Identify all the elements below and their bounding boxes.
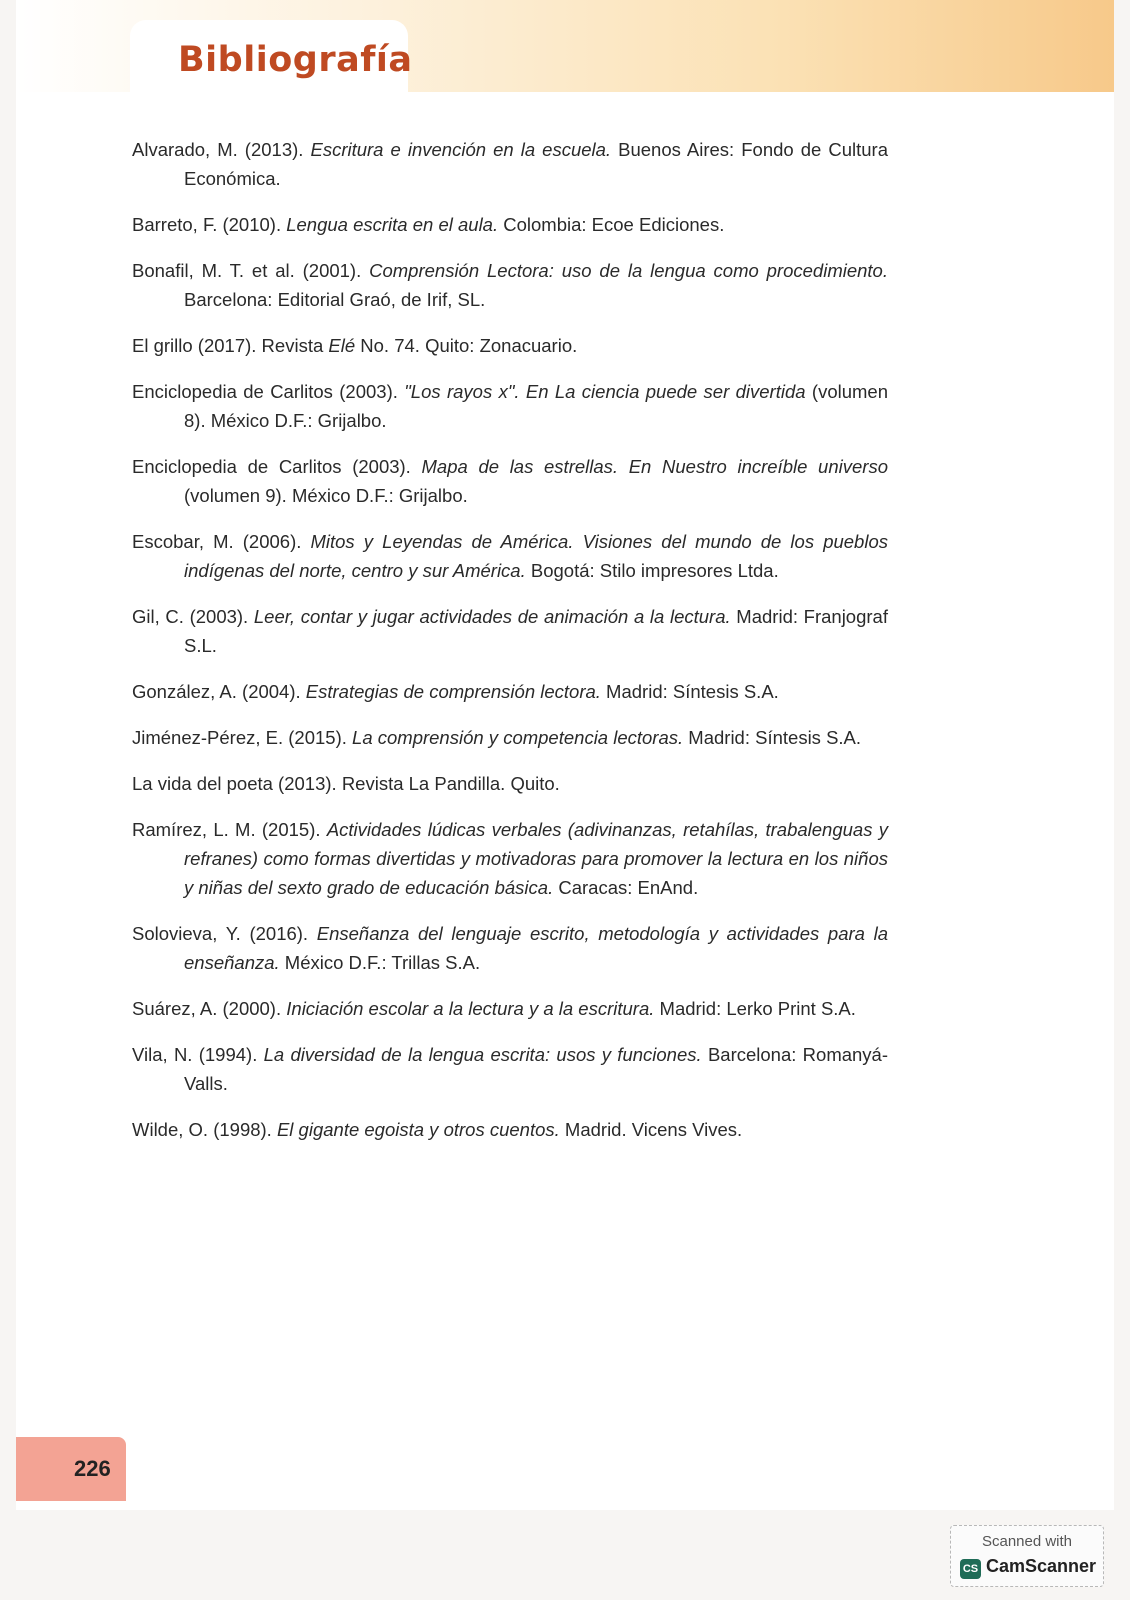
reference-title: Enseñanza del lenguaje escrito, metodología y actividades para la enseñanza.	[184, 923, 889, 973]
reference-text: Gil, C. (2003).	[132, 606, 254, 627]
reference-title: La comprensión y competencia lectoras.	[352, 727, 684, 748]
reference-text: Buenos Aires: Fondo de Cultura Económica.	[184, 139, 888, 189]
reference-text: El grillo (2017). Revista	[132, 335, 329, 356]
reference-text: Barcelona: Editorial Graó, de Irif, SL.	[184, 289, 486, 310]
reference-title: Mitos y Leyendas de América. Visiones del mundo de los pueblos indígenas del norte, centro y sur América.	[184, 531, 888, 581]
reference-title: Iniciación escolar a la lectura y a la escritura.	[286, 998, 655, 1019]
reference-text: Wilde, O. (1998).	[132, 1119, 277, 1140]
reference-text: Madrid: Lerko Print S.A.	[654, 998, 856, 1019]
reference-entry	[132, 527, 888, 585]
reference-entry	[132, 1115, 888, 1144]
reference-title: Lengua escrita en el aula.	[286, 214, 499, 235]
reference-text: Enciclopedia de Carlitos (2003).	[132, 456, 422, 477]
reference-text: México D.F.: Trillas S.A.	[279, 952, 481, 973]
reference-title: Comprensión Lectora: uso de la lengua como procedimiento.	[369, 260, 888, 281]
reference-text: Solovieva, Y. (2016).	[132, 923, 317, 944]
page-title: Bibliografía	[178, 40, 413, 80]
watermark-brand: CamScanner	[986, 1556, 1097, 1576]
reference-text: Ramírez, L. M. (2015).	[132, 819, 327, 840]
page-number: 226	[74, 1456, 111, 1481]
reference-title: "Los rayos x". En La ciencia puede ser divertida	[404, 381, 806, 402]
reference-entry	[132, 815, 888, 902]
reference-text: Bonafil, M. T. et al. (2001).	[132, 260, 370, 281]
reference-text: Madrid. Vicens Vives.	[559, 1119, 743, 1140]
reference-entry	[132, 769, 888, 798]
reference-entry	[132, 210, 888, 239]
reference-title: Mapa de las estrellas. En Nuestro increíble universo	[421, 456, 888, 477]
reference-entry	[132, 1040, 888, 1098]
reference-text: Alvarado, M. (2013).	[132, 139, 311, 160]
camscanner-watermark	[950, 1525, 1104, 1587]
reference-text: Madrid: Síntesis S.A.	[683, 727, 862, 748]
reference-text: Madrid: Síntesis S.A.	[600, 681, 779, 702]
reference-title: Elé	[328, 335, 356, 356]
reference-title: Leer, contar y jugar actividades de animación a la lectura.	[253, 606, 731, 627]
reference-text: Colombia: Ecoe Ediciones.	[498, 214, 725, 235]
reference-text: Bogotá: Stilo impresores Ltda.	[525, 560, 779, 581]
reference-text: Madrid: Franjograf S.L.	[184, 606, 888, 656]
reference-entry	[132, 919, 888, 977]
reference-entry	[132, 256, 888, 314]
reference-text: Enciclopedia de Carlitos (2003).	[132, 381, 405, 402]
reference-entry	[132, 677, 888, 706]
reference-text: Jiménez-Pérez, E. (2015).	[132, 727, 353, 748]
reference-entry	[132, 994, 888, 1023]
reference-title: El gigante egoista y otros cuentos.	[276, 1119, 560, 1140]
watermark-scanned-text: Scanned with	[981, 1533, 1073, 1550]
reference-text: González, A. (2004).	[132, 681, 306, 702]
reference-title: Actividades lúdicas verbales (adivinanzas, retahílas, trabalenguas y refranes) como formas divertidas y motivadoras para promover la lectura en los niños y niñas del sexto grado de educación básica.	[184, 819, 888, 898]
reference-text: No. 74. Quito: Zonacuario.	[355, 335, 578, 356]
reference-entry	[132, 377, 888, 435]
reference-text: (volumen 8). México D.F.: Grijalbo.	[184, 381, 888, 431]
reference-text: Barcelona: Romanyá-Valls.	[184, 1044, 889, 1094]
reference-text: Suárez, A. (2000).	[132, 998, 287, 1019]
reference-entry	[132, 331, 888, 360]
bibliography-list	[132, 135, 888, 1161]
reference-entry	[132, 452, 888, 510]
reference-text: Barreto, F. (2010).	[132, 214, 287, 235]
reference-text: Vila, N. (1994).	[132, 1044, 264, 1065]
reference-text: Escobar, M. (2006).	[132, 531, 311, 552]
reference-title: Estrategias de comprensión lectora.	[305, 681, 601, 702]
camscanner-logo-icon: CS	[960, 1559, 981, 1579]
reference-text: (volumen 9). México D.F.: Grijalbo.	[184, 485, 468, 506]
reference-entry	[132, 723, 888, 752]
reference-title: La diversidad de la lengua escrita: usos y funciones.	[263, 1044, 702, 1065]
reference-entry	[132, 135, 888, 193]
reference-entry	[132, 602, 888, 660]
reference-text: La vida del poeta (2013). Revista La Pandilla. Quito.	[132, 773, 560, 794]
reference-text: Caracas: EnAnd.	[553, 877, 699, 898]
reference-title: Escritura e invención en la escuela.	[310, 139, 612, 160]
